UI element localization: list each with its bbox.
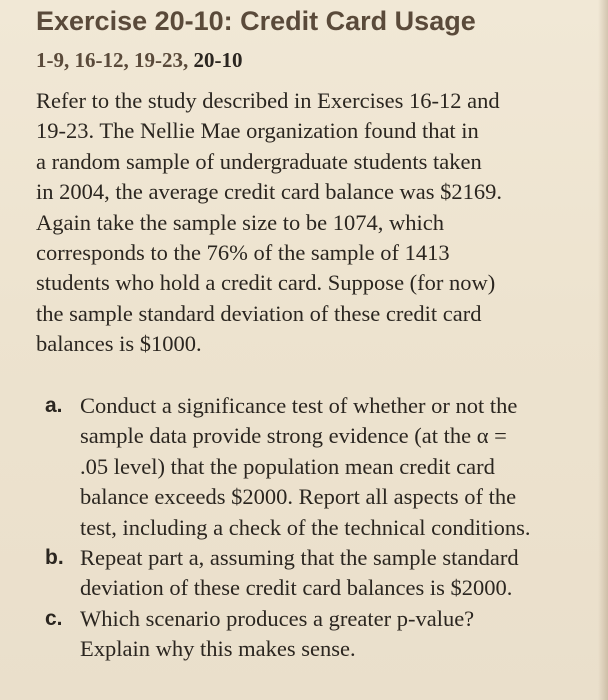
part-a-line: Conduct a significance test of whether or not the [80, 393, 518, 418]
problem-line: the sample standard deviation of these credit card [36, 300, 482, 326]
current-exercise-reference: 20-10 [193, 48, 243, 72]
exercise-title: Exercise 20-10: Credit Card Usage [36, 6, 476, 36]
problem-statement [36, 86, 596, 360]
part-a-letter: a. [45, 394, 63, 417]
part-a-line: balance exceeds $2000. Report all aspects of the [80, 484, 517, 510]
part-a-line: sample data provide strong evidence (at the α = [80, 423, 507, 449]
part-a [36, 391, 606, 543]
problem-line: corresponds to the 76% of the sample of 1413 [36, 240, 450, 266]
problem-line: a random sample of undergraduate students taken [36, 148, 482, 174]
part-b-line: Repeat part a, assuming that the sample standard [80, 545, 519, 571]
part-a-line: test, including a check of the technical conditions. [80, 514, 531, 540]
problem-line: Refer to the study described in Exercises 16-12 and [36, 88, 500, 113]
part-c-line: Which scenario produces a greater p-value? [80, 605, 475, 631]
problem-line: 19-23. The Nellie Mae organization found that in [36, 118, 479, 144]
part-c-letter: c. [45, 606, 63, 630]
problem-line: in 2004, the average credit card balance was $2169. [36, 179, 503, 205]
part-c-line: Explain why this makes sense. [80, 636, 356, 662]
part-a-line: .05 level) that the population mean credit card [80, 453, 495, 479]
exercise-parts-list [36, 391, 606, 665]
part-b-letter: b. [45, 546, 64, 570]
part-c [36, 604, 606, 665]
problem-line: students who hold a credit card. Suppose (for now) [36, 270, 496, 296]
problem-line: balances is $1000. [36, 331, 202, 357]
exercise-references [36, 48, 242, 73]
part-b-line: deviation of these credit card balances is $2000. [80, 575, 513, 601]
part-b [36, 543, 606, 604]
problem-line: Again take the sample size to be 1074, which [36, 209, 445, 235]
references-list: 1-9, 16-12, 19-23, [36, 48, 194, 72]
